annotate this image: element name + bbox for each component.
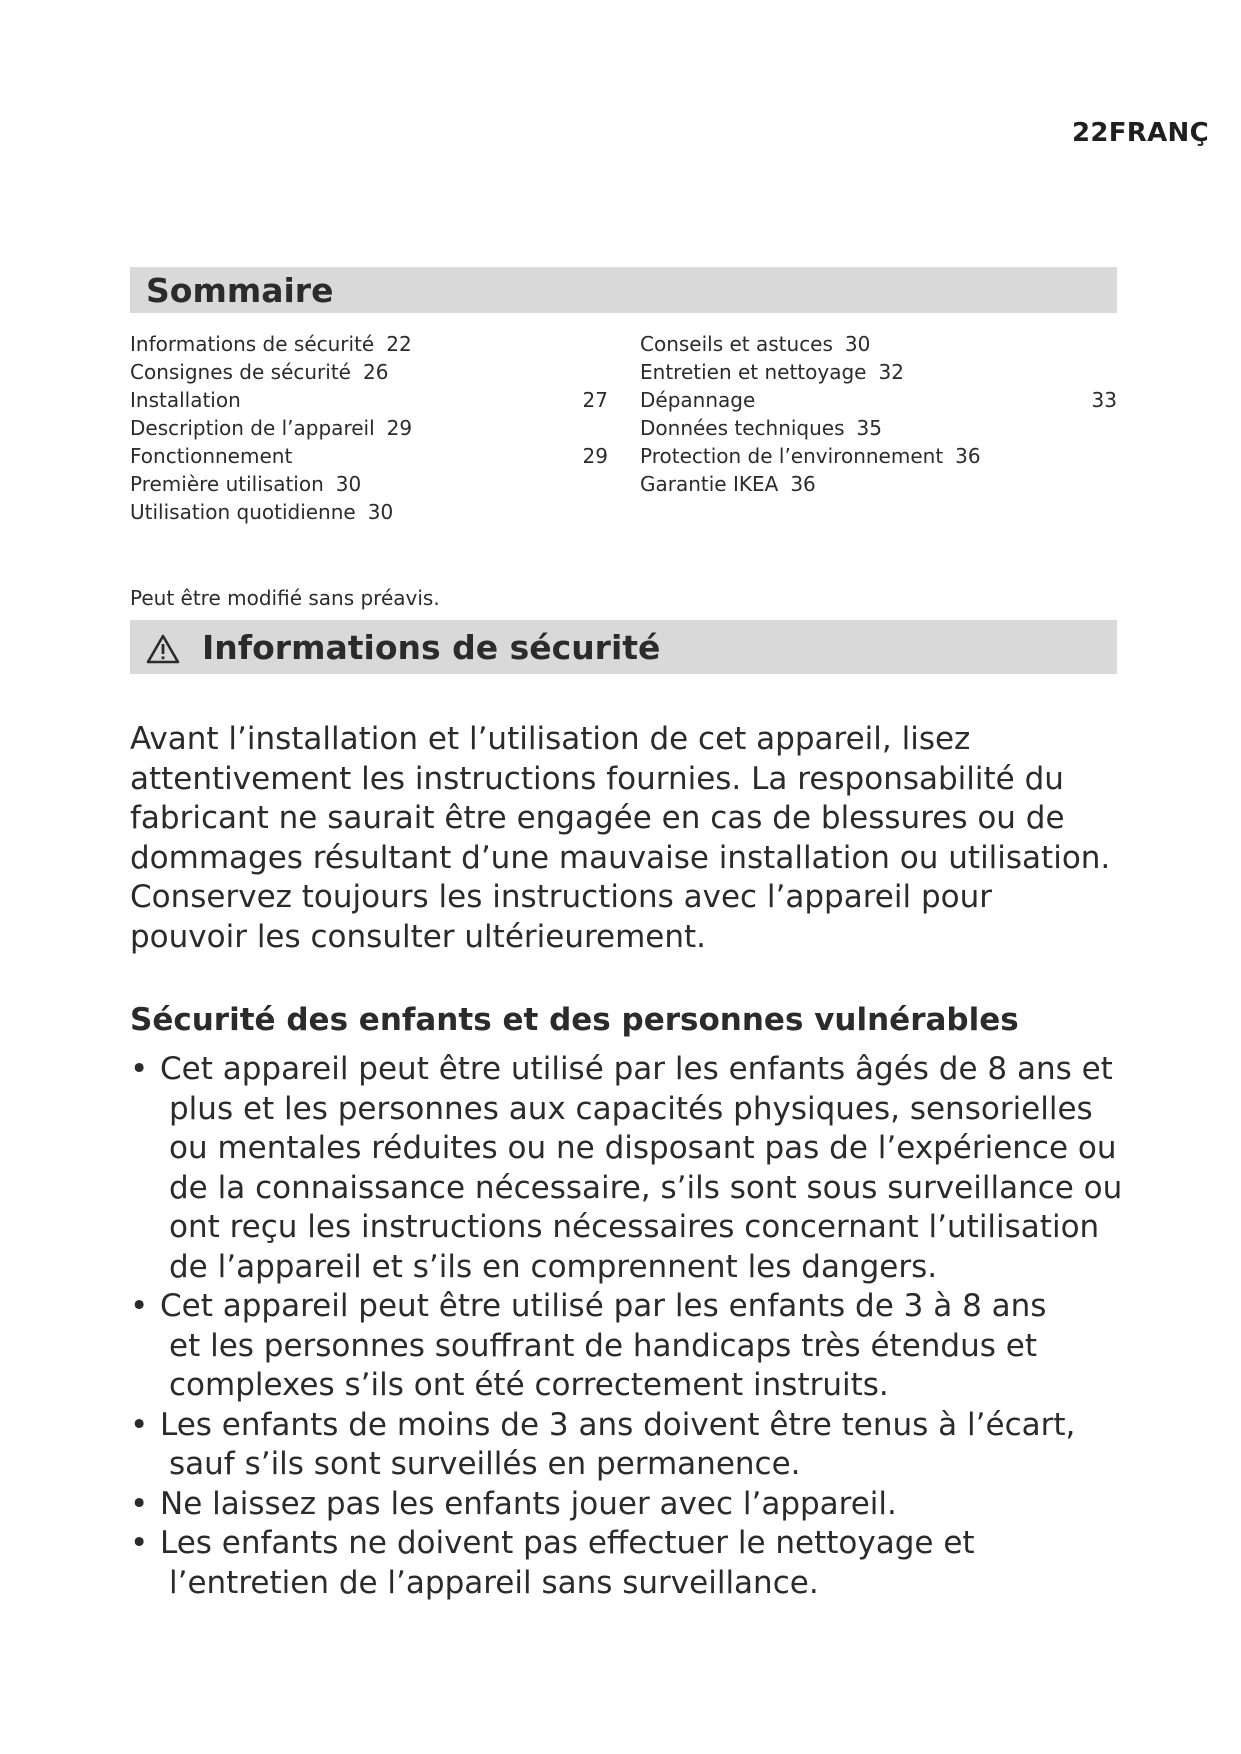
bullet-line: sauf s’ils sont surveillés en permanence. [169,1446,801,1482]
toc-item-label: Installation [130,388,241,412]
bullet-line: l’entretien de l’appareil sans surveillance. [169,1564,819,1601]
toc-item [130,442,608,470]
toc-item [130,330,608,358]
intro-line: Avant l’installation et l’utilisation de cet appareil, lisez [130,721,971,757]
toc-item-label: Fonctionnement [130,444,293,468]
bullet-dot: • [130,1485,149,1522]
toc-item-label: Conseils et astuces [640,332,833,356]
toc-item-page: 27 [582,388,608,412]
bullet-line: de la connaissance nécessaire, s’ils sont sous surveillance ou [169,1169,1123,1206]
bullet-line: Les enfants de moins de 3 ans doivent être tenus à l’écart, [160,1406,1076,1443]
toc-item-label: Dépannage [640,388,756,412]
bullet-line: ou mentales réduites ou ne disposant pas de l’expérience ou [169,1130,1117,1166]
toc-item-page: 29 [386,416,413,440]
toc-item [130,358,608,386]
intro-line: fabricant ne saurait être engagée en cas de blessures ou de [130,800,1065,836]
bullet-item [130,1524,1130,1603]
toc-item-page: 35 [856,416,882,440]
intro-line: Conservez toujours les instructions avec l’appareil pour [130,879,992,915]
bullet-dot: • [130,1288,149,1324]
toc-item [130,470,608,498]
bullet-item [130,1485,1130,1525]
toc-item-label: Utilisation quotidienne [130,500,356,524]
bullet-line: Les enfants ne doivent pas effectuer le nettoyage et [160,1525,975,1561]
safety-title: Informations de sécurité [202,628,661,667]
toc-item-label: Garantie IKEA [640,472,779,496]
bullet-line: ont reçu les instructions nécessaires concernant l’utilisation [169,1209,1100,1245]
toc-left-column [130,330,608,526]
children-safety-heading: Sécurité des enfants et des personnes vulnérables [130,1002,1019,1038]
toc-title: Sommaire [146,271,334,310]
bullet-line: Cet appareil peut être utilisé par les enfants âgés de 8 ans et [160,1051,1113,1087]
toc-item-label: Protection de l’environnement [640,444,944,468]
toc-item [640,358,1117,386]
bullet-line: et les personnes souffrant de handicaps très étendus et [169,1327,1037,1364]
toc-item-page: 30 [844,332,871,356]
modification-note: Peut être modifié sans préavis. [130,586,440,610]
bullet-dot: • [130,1051,149,1087]
toc-item-page: 36 [955,444,981,468]
toc-item [130,498,608,526]
intro-line: attentivement les instructions fournies. La responsabilité du [130,760,1064,797]
toc-item-page: 22 [386,332,412,356]
toc-item-page: 33 [1091,388,1117,412]
children-safety-list [130,1050,1130,1603]
toc-item-label: Description de l’appareil [130,416,375,440]
toc-header-bar [130,267,1117,313]
toc-item [130,414,608,442]
warning-triangle-icon [146,634,180,664]
toc-item-label: Informations de sécurité [130,332,375,356]
bullet-line: Ne laissez pas les enfants jouer avec l’appareil. [160,1485,897,1522]
bullet-item [130,1287,1130,1406]
bullet-line: de l’appareil et s’ils en comprennent les dangers. [169,1248,938,1285]
toc-item [640,470,1117,498]
toc-item [640,414,1117,442]
toc-item-label: Première utilisation [130,472,324,496]
toc-item [130,386,608,414]
bullet-dot: • [130,1406,149,1443]
toc-item-page: 30 [335,472,362,496]
toc-item-page: 36 [790,472,816,496]
toc-item [640,386,1117,414]
bullet-line: complexes s’ils ont été correctement instruits. [169,1367,889,1403]
bullet-item [130,1050,1130,1287]
toc-item [640,442,1117,470]
safety-header-bar [130,620,1117,674]
toc-item-label: Consignes de sécurité [130,360,351,384]
toc-item [640,330,1117,358]
bullet-dot: • [130,1525,149,1561]
intro-line: pouvoir les consulter ultérieurement. [130,918,707,955]
toc-item-label: Données techniques [640,416,845,440]
intro-line: dommages résultant d’une mauvaise installation ou utilisation. [130,839,1111,876]
bullet-item [130,1406,1130,1485]
toc-item-page: 29 [582,444,608,468]
bullet-line: plus et les personnes aux capacités physiques, sensorielles [169,1090,1093,1127]
safety-intro-paragraph [130,720,1130,957]
toc-item-page: 26 [363,360,389,384]
toc-right-column [640,330,1117,498]
page-header-label: 22FRANÇ [1071,118,1209,148]
toc-item-label: Entretien et nettoyage [640,360,867,384]
bullet-line: Cet appareil peut être utilisé par les enfants de 3 à 8 ans [160,1288,1047,1324]
toc-item-page: 32 [878,360,904,384]
toc-item-page: 30 [367,500,394,524]
